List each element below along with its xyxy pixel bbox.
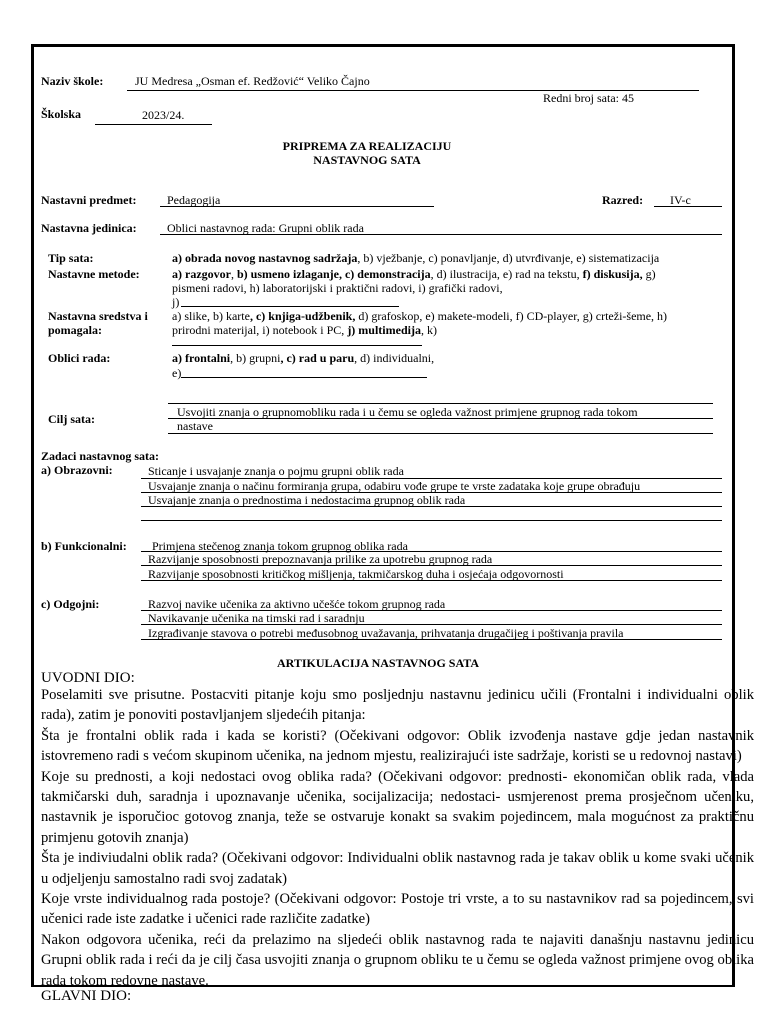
resources-line-1: a) slike, b) karte, c) knjiga-udžbenik, d) grafoskop, e) makete-modeli, f) CD-player, g) crteži-šeme, h) (172, 309, 668, 323)
tasks-moral-label: c) Odgojni: (41, 597, 100, 611)
subject-value: Pedagogija (167, 193, 221, 207)
forms-line-1: a) frontalni, b) grupni, c) rad u paru, d) individualni, (172, 351, 435, 365)
resources-line-2: prirodni materijal, i) notebook i PC, j) multimedija, k) (172, 323, 437, 337)
edu-line-3 (141, 506, 722, 507)
goal-line-1: Usvojiti znanja o grupnomobliku rada i u čemu se ogleda važnost primjene grupnog rada tokom (177, 405, 638, 419)
forms-label: Oblici rada: (48, 351, 111, 365)
subject-label: Nastavni predmet: (41, 193, 137, 207)
tasks-func-2: Razvijanje sposobnosti prepoznavanja prilike za upotrebu grupnog rada (148, 552, 493, 566)
moral-line-3 (141, 639, 722, 640)
tasks-heading: Zadaci nastavnog sata: (41, 449, 160, 463)
title-line-2: NASTAVNOG SATA (313, 153, 421, 167)
intro-paragraph-4: Šta je indiviudalni oblik rada? (Očekivani odgovor: Individualni oblik nastavnog rada je takav oblik u kome svaki učenik u odjeljenju samostalno radi svoj zadatak) (41, 850, 754, 887)
goal-label: Cilj sata: (48, 412, 95, 426)
grade-value: IV-c (670, 193, 691, 207)
lesson-type-label: Tip sata: (48, 251, 94, 265)
year-underline (95, 124, 212, 125)
tasks-moral-3: Izgrađivanje stavova o potrebi međusobnog uvažavanja, prihvatanja drugačijeg i poštivanja pravila (148, 626, 624, 640)
goal-bottom-line (168, 433, 713, 434)
goal-top-line (168, 403, 713, 404)
methods-line-3: j) (172, 295, 180, 309)
year-label: Školska (41, 107, 82, 121)
grade-label: Razred: (602, 193, 644, 207)
tasks-edu-3: Usvajanje znanja o prednostima i nedostacima grupnog oblik rada (148, 493, 466, 507)
articulation-heading: ARTIKULACIJA NASTAVNOG SATA (276, 656, 480, 670)
goal-line-2: nastave (177, 419, 213, 433)
tasks-moral-2: Navikavanje učenika na timski rad i saradnju (148, 611, 365, 625)
school-label: Naziv škole: (41, 74, 104, 88)
func-line-2 (141, 565, 722, 566)
title-line-1: PRIPREMA ZA REALIZACIJU (282, 139, 452, 153)
forms-line-2: e) (172, 366, 182, 380)
resources-label-1: Nastavna sredstva i (48, 309, 148, 323)
school-value: JU Medresa „Osman ef. Redžović“ Veliko Čajno (135, 74, 370, 88)
moral-line-2 (141, 624, 722, 625)
subject-underline (160, 206, 434, 207)
resources-label-2: pomagala: (48, 323, 102, 337)
intro-paragraph-3: Koje su prednosti, a koji nedostaci ovog oblika rada? (Očekivani odgovor: prednosti- ekonomičan oblik rada, vlada takmičarski duh, saradnja i upoznavanje učenika, socijalizacija; nedostaci- usmjerenost prema prosječnom učeniku, nastavnik je isporučioc gotovog znanja, teže se ostvaruje konakt sa svakim pojedincem, mala mogućnost za praktičnu primjenu gotovih znanja) (41, 768, 754, 846)
tasks-func-1: Primjena stečenog znanja tokom grupnog oblika rada (152, 539, 408, 553)
tasks-edu-2: Usvajanje znanja o načinu formiranja grupa, odabiru vođe grupe te vrste zadataka koje grupe obrađuju (148, 479, 641, 493)
year-value: 2023/24. (142, 108, 185, 122)
forms-underline (181, 377, 427, 378)
tasks-edu-1: Sticanje i usvajanje znanja o pojmu grupni oblik rada (148, 464, 404, 478)
edu-line-4 (141, 520, 722, 521)
tasks-edu-label: a) Obrazovni: (41, 463, 113, 477)
intro-heading: UVODNI DIO: (41, 670, 135, 686)
methods-label: Nastavne metode: (48, 267, 140, 281)
lesson-type-value: a) obrada novog nastavnog sadržaja, b) vježbanje, c) ponavljanje, d) utvrđivanje, e) sistematizacija (172, 251, 660, 265)
tasks-func-label: b) Funkcionalni: (41, 539, 127, 553)
func-line-3 (141, 580, 722, 581)
intro-paragraph-6: Nakon odgovora učenika, reći da prelazimo na sljedeći oblik nastavnog rada te najaviti današnju nastavnu jedinicu Grupni oblik rada i reći da je cilj časa usvojiti znanja o grupnom obliku te u čemu se ogleda važnost primjene ovog oblika rada tokom redovne nastave. (41, 931, 754, 989)
methods-line-1: a) razgovor, b) usmeno izlaganje, c) demonstracija, d) ilustracija, e) rad na tekstu, f) diskusija, g) (172, 267, 656, 281)
lesson-number: Redni broj sata: 45 (543, 91, 634, 105)
methods-underline (181, 306, 399, 307)
intro-body (41, 685, 754, 991)
grade-underline (654, 206, 722, 207)
main-heading: GLAVNI DIO: (41, 988, 132, 1004)
intro-paragraph-2: Šta je frontalni oblik rada i kada se koristi? (Očekivani odgovor: Oblik izvođenja nastave gdje jedan nastavnik istovremeno radi s većom skupinom učenika, na jednom mjestu, realizirajući iste sadržaje, koristi se u redovnoj nastavi) (41, 727, 754, 765)
unit-value: Oblici nastavnog rada: Grupni oblik rada (167, 221, 364, 235)
intro-paragraph-5: Koje vrste individualnog rada postoje? (Očekivani odgovor: Postoje tri vrste, a to su nastavnikov rad sa pojedincem, svi učenici rade iste zadatke i učenici rade različite zadatke) (41, 891, 754, 928)
goal-mid-line (168, 418, 713, 419)
tasks-moral-1: Razvoj navike učenika za aktivno učešće tokom grupnog rada (148, 597, 446, 611)
resources-underline (172, 345, 422, 346)
unit-underline (160, 234, 722, 235)
methods-line-2: pismeni radovi, h) laboratorijski i praktični radovi, i) grafički radovi, (172, 281, 503, 295)
unit-label: Nastavna jedinica: (41, 221, 137, 235)
tasks-func-3: Razvijanje sposobnosti kritičkog mišljenja, takmičarskog duha i osjećaja odgovornosti (148, 567, 564, 581)
intro-paragraph-1: Poselamiti sve prisutne. Postacviti pitanje koju smo posljednju nastavnu jedinicu učili (Frontalni i individualni oblik rada), zatim je ponoviti postavljanjem sljedećih pitanja: (41, 687, 754, 724)
